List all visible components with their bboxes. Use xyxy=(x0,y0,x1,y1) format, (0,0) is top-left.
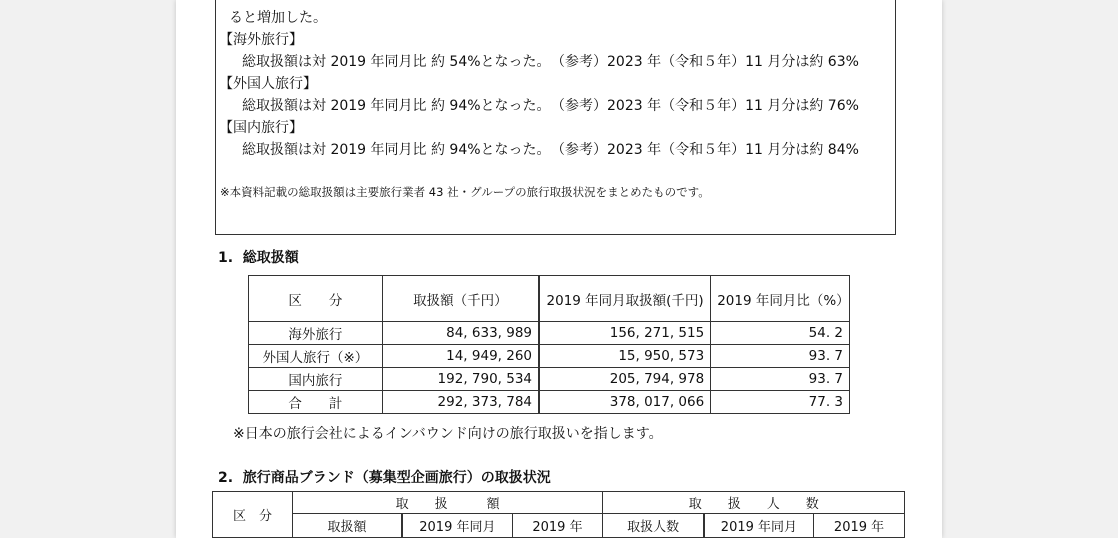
brand-table-group-header xyxy=(213,492,905,514)
summary-heading-domestic: 【国内旅行】 xyxy=(219,120,303,136)
cell-2019-amount: 205, 794, 978 xyxy=(539,368,711,391)
summary-heading-overseas: 【海外旅行】 xyxy=(219,32,303,48)
total-amount-table xyxy=(248,275,850,414)
summary-text-overseas: 総取扱額は対 2019 年同月比 約 54%となった。 xyxy=(242,54,551,70)
col-header-category: 区 分 xyxy=(249,276,383,322)
summary-ref-domestic: （参考）2023 年（令和５年）11 月分は約 84% xyxy=(551,142,859,158)
col-header-2019-amount-ratio: 2019 年 xyxy=(512,514,603,538)
cell-2019-amount: 15, 950, 573 xyxy=(539,345,711,368)
table-row-total xyxy=(249,391,850,414)
cell-ratio: 93. 7 xyxy=(711,368,850,391)
col-header-2019-same-month-people: 2019 年同月 xyxy=(704,514,814,538)
brand-table-sub-header xyxy=(213,514,905,538)
section1-title: 1. 総取扱額 xyxy=(218,250,299,266)
cell-amount: 84, 633, 989 xyxy=(382,322,539,345)
row-label: 外国人旅行（※） xyxy=(249,345,383,368)
summary-text-domestic: 総取扱額は対 2019 年同月比 約 94%となった。 xyxy=(242,142,551,158)
col-header-amount: 取扱額 xyxy=(292,514,402,538)
table-row xyxy=(249,368,850,391)
table-row xyxy=(249,345,850,368)
col-header-2019-ratio: 2019 年同月比（%） xyxy=(711,276,850,322)
cell-2019-amount: 378, 017, 066 xyxy=(539,391,711,414)
cell-2019-amount: 156, 271, 515 xyxy=(539,322,711,345)
col-group-people: 取 扱 人 数 xyxy=(603,492,905,514)
summary-note: ※本資料記載の総取扱額は主要旅行業者 43 社・グループの旅行取扱状況をまとめたものです。 xyxy=(220,185,710,199)
table-row xyxy=(249,322,850,345)
col-header-category: 区 分 xyxy=(213,492,293,538)
summary-intro-tail: ると増加した。 xyxy=(229,10,327,26)
row-label: 合 計 xyxy=(249,391,383,414)
cell-amount: 292, 373, 784 xyxy=(382,391,539,414)
col-header-people: 取扱人数 xyxy=(603,514,704,538)
row-label: 海外旅行 xyxy=(249,322,383,345)
col-header-2019-amount: 2019 年同月取扱額(千円) xyxy=(539,276,711,322)
col-header-2019-same-month-amount: 2019 年同月 xyxy=(402,514,512,538)
summary-ref-inbound: （参考）2023 年（令和５年）11 月分は約 76% xyxy=(551,98,859,114)
summary-heading-inbound: 【外国人旅行】 xyxy=(219,76,317,92)
col-group-amount: 取 扱 額 xyxy=(292,492,603,514)
table-header-row xyxy=(249,276,850,322)
section1-footnote: ※日本の旅行会社によるインバウンド向けの旅行取扱いを指します。 xyxy=(233,426,663,442)
cell-ratio: 54. 2 xyxy=(711,322,850,345)
cell-amount: 14, 949, 260 xyxy=(382,345,539,368)
brand-table xyxy=(212,491,905,538)
cell-ratio: 93. 7 xyxy=(711,345,850,368)
summary-ref-overseas: （参考）2023 年（令和５年）11 月分は約 63% xyxy=(551,54,859,70)
col-header-2019-people-ratio: 2019 年 xyxy=(814,514,905,538)
col-header-amount: 取扱額（千円） xyxy=(382,276,539,322)
summary-text-inbound: 総取扱額は対 2019 年同月比 約 94%となった。 xyxy=(242,98,551,114)
section2-title: 2. 旅行商品ブランド（募集型企画旅行）の取扱状況 xyxy=(218,470,551,486)
cell-amount: 192, 790, 534 xyxy=(382,368,539,391)
cell-ratio: 77. 3 xyxy=(711,391,850,414)
row-label: 国内旅行 xyxy=(249,368,383,391)
